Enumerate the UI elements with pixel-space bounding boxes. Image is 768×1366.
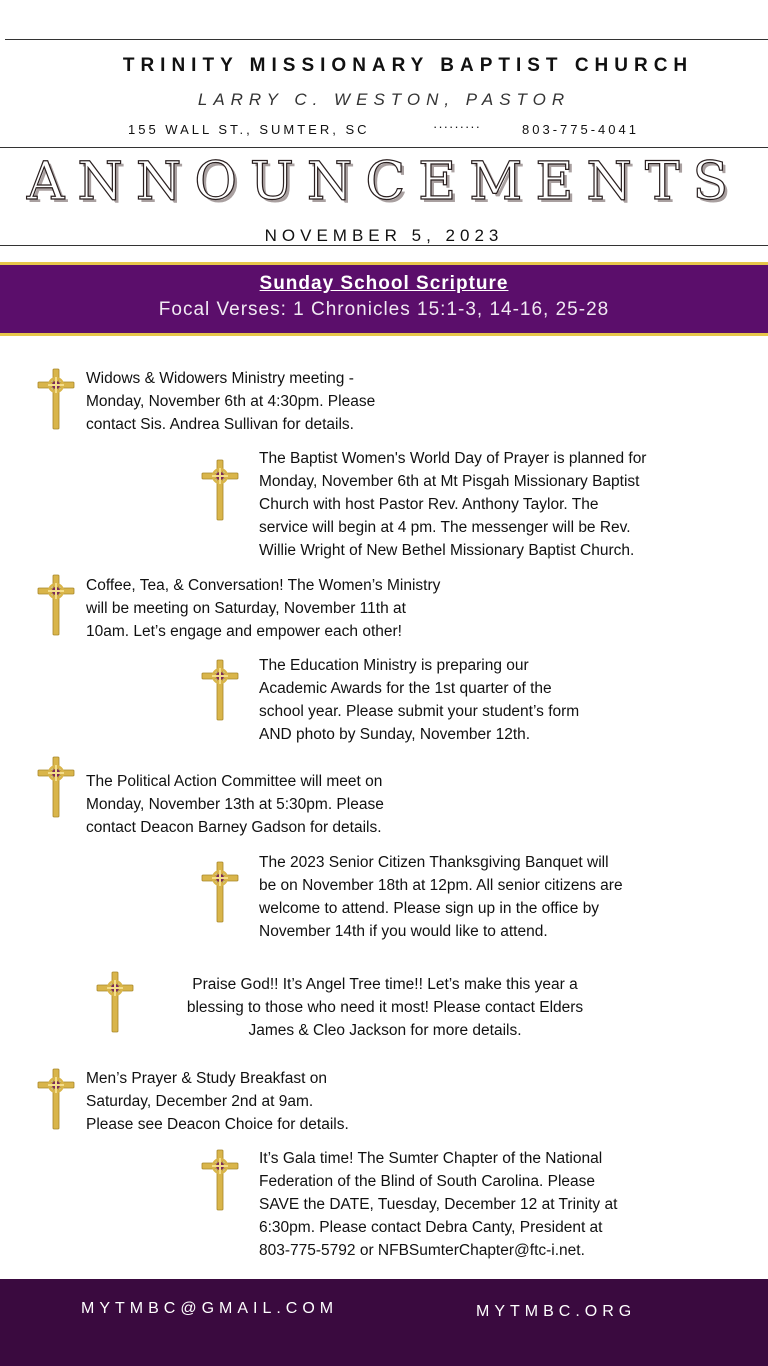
announcement-line: Praise God!! It’s Angel Tree time!! Let’s make this year a	[192, 976, 578, 993]
announcement-line: Church with host Pastor Rev. Anthony Taylor. The	[259, 496, 599, 513]
announcement-item	[259, 851, 623, 943]
announcement-line: blessing to those who need it most! Please contact Elders	[186, 999, 584, 1016]
announcement-item	[259, 1147, 617, 1262]
header-rule	[0, 147, 768, 148]
top-rule	[5, 39, 768, 40]
scripture-title: Sunday School Scripture	[259, 273, 509, 294]
announcement-line: SAVE the DATE, Tuesday, December 12 at Trinity at	[259, 1196, 618, 1213]
page-title: ANNOUNCEMENTS	[26, 152, 742, 212]
announcement-line: 10am. Let’s engage and empower each other!	[86, 623, 402, 640]
announcement-item	[86, 367, 375, 436]
footer-email[interactable]: MYTMBC@GMAIL.COM	[81, 1300, 339, 1317]
announcement-line: The Political Action Committee will meet on	[86, 773, 383, 790]
announcement-line: contact Deacon Barney Gadson for details.	[86, 819, 382, 836]
announcement-item	[259, 447, 646, 562]
announcement-line: school year. Please submit your student’s form	[259, 703, 580, 720]
announcement-line: 6:30pm. Please contact Debra Canty, President at	[259, 1219, 603, 1236]
announcement-line: Willie Wright of New Bethel Missionary Baptist Church.	[259, 542, 635, 559]
announcement-line: Monday, November 13th at 5:30pm. Please	[86, 796, 384, 813]
date-rule	[0, 245, 768, 246]
cross-icon	[95, 970, 135, 1034]
announcement-line: The Baptist Women's World Day of Prayer is planned for	[259, 450, 647, 467]
announcement-line: It’s Gala time! The Sumter Chapter of the National	[259, 1150, 603, 1167]
announcement-line: Academic Awards for the 1st quarter of the	[259, 680, 552, 697]
announcement-line: 803-775-5792 or NFBSumterChapter@ftc-i.net.	[259, 1242, 585, 1259]
church-address: 155 WALL ST., SUMTER, SC	[128, 122, 370, 137]
announcement-line: contact Sis. Andrea Sullivan for details.	[86, 416, 354, 433]
announcement-line: Please see Deacon Choice for details.	[86, 1116, 349, 1133]
cross-icon	[200, 860, 240, 924]
cross-icon	[200, 658, 240, 722]
announcement-line: The Education Ministry is preparing our	[259, 657, 529, 674]
announcement-line: Monday, November 6th at Mt Pisgah Missionary Baptist	[259, 473, 640, 490]
announcement-line: service will begin at 4 pm. The messenger will be Rev.	[259, 519, 631, 536]
announcement-line: November 14th if you would like to attend.	[259, 923, 548, 940]
announcement-line: be on November 18th at 12pm. All senior citizens are	[259, 877, 623, 894]
announcement-line: James & Cleo Jackson for more details.	[248, 1022, 522, 1039]
church-phone: 803-775-4041	[522, 122, 639, 137]
announcement-line: The 2023 Senior Citizen Thanksgiving Banquet will	[259, 854, 609, 871]
footer-bar	[0, 1279, 768, 1366]
cross-icon	[36, 1067, 76, 1131]
announcement-line: will be meeting on Saturday, November 11th at	[86, 600, 406, 617]
announcement-line: welcome to attend. Please sign up in the office by	[259, 900, 600, 917]
announcement-item	[140, 973, 630, 1042]
announcement-item	[86, 574, 440, 643]
announcement-line: Coffee, Tea, & Conversation! The Women’s Ministry	[86, 577, 441, 594]
announcement-line: Men’s Prayer & Study Breakfast on	[86, 1070, 327, 1087]
cross-icon	[200, 1148, 240, 1212]
footer-website[interactable]: MYTMBC.ORG	[476, 1303, 637, 1320]
announcement-line: Federation of the Blind of South Carolina. Please	[259, 1173, 596, 1190]
announcement-line: Widows & Widowers Ministry meeting -	[86, 370, 354, 387]
announcement-item	[86, 770, 384, 839]
cross-icon	[200, 458, 240, 522]
announcement-line: Saturday, December 2nd at 9am.	[86, 1093, 314, 1110]
announcement-item	[86, 1067, 349, 1136]
scripture-banner	[0, 262, 768, 336]
pastor-name: LARRY C. WESTON, PASTOR	[197, 90, 571, 109]
cross-icon	[36, 755, 76, 819]
announcement-line: Monday, November 6th at 4:30pm. Please	[86, 393, 376, 410]
announcement-item	[259, 654, 579, 746]
cross-icon	[36, 573, 76, 637]
scripture-verses: Focal Verses: 1 Chronicles 15:1-3, 14-16, 25-28	[158, 299, 610, 320]
church-name: TRINITY MISSIONARY BAPTIST CHURCH	[122, 55, 694, 76]
cross-icon	[36, 367, 76, 431]
announcement-line: AND photo by Sunday, November 12th.	[259, 726, 531, 743]
address-separator: ·········	[433, 119, 481, 134]
announcement-date: NOVEMBER 5, 2023	[264, 226, 504, 245]
